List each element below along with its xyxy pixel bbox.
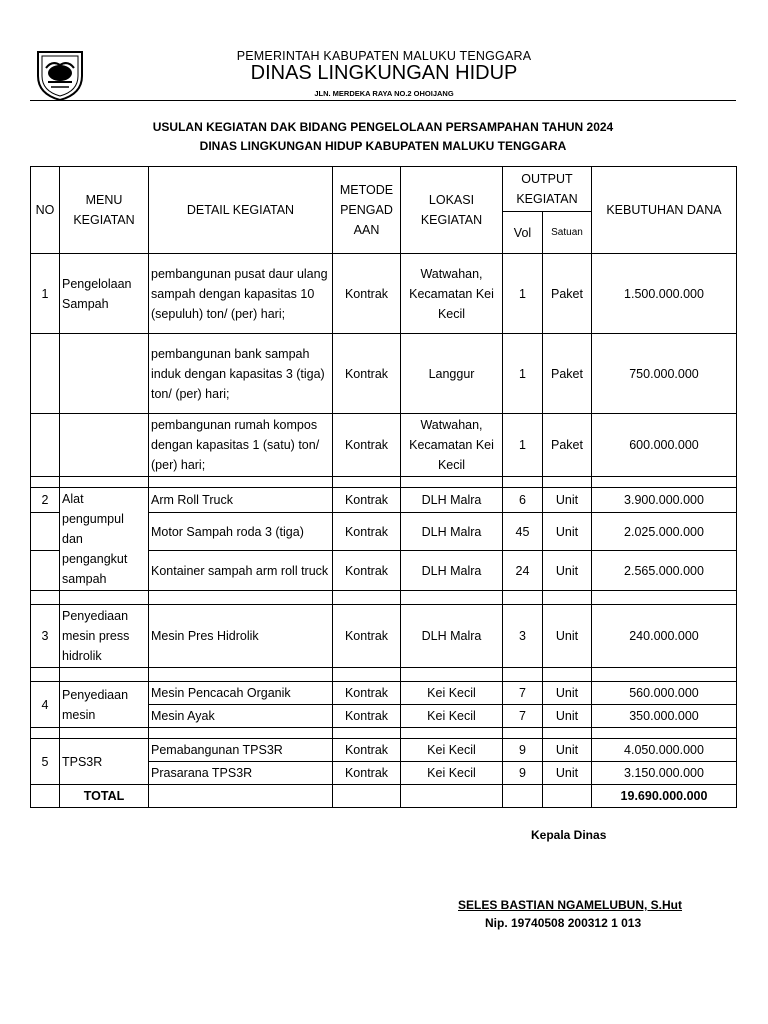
row-metode: Kontrak bbox=[333, 705, 401, 728]
table-row bbox=[31, 605, 737, 668]
row-satuan: Unit bbox=[543, 705, 592, 728]
row-satuan: Unit bbox=[543, 513, 592, 551]
row-satuan: Paket bbox=[543, 414, 592, 477]
row-metode: Kontrak bbox=[333, 488, 401, 513]
row-satuan: Paket bbox=[543, 334, 592, 414]
row-satuan: Unit bbox=[543, 605, 592, 668]
row-menu: Penyediaan mesin bbox=[60, 682, 149, 728]
row-vol: 1 bbox=[503, 414, 543, 477]
row-detail: Mesin Pres Hidrolik bbox=[149, 605, 333, 668]
col-no-header: NO bbox=[31, 167, 60, 254]
row-metode: Kontrak bbox=[333, 551, 401, 591]
row-no: 3 bbox=[31, 605, 60, 668]
row-menu: Penyediaan mesin press hidrolik bbox=[60, 605, 149, 668]
row-metode: Kontrak bbox=[333, 682, 401, 705]
header-government: PEMERINTAH KABUPATEN MALUKU TENGGARA bbox=[236, 49, 532, 63]
row-vol: 9 bbox=[503, 739, 543, 762]
row-detail: pembangunan rumah kompos dengan kapasitas 1 (satu) ton/ (per) hari; bbox=[149, 414, 333, 477]
row-dana: 2.025.000.000 bbox=[592, 513, 737, 551]
row-lokasi: Watwahan, Kecamatan Kei Kecil bbox=[401, 414, 503, 477]
row-vol: 24 bbox=[503, 551, 543, 591]
row-detail: Arm Roll Truck bbox=[149, 488, 333, 513]
row-detail: pembangunan bank sampah induk dengan kapasitas 3 (tiga) ton/ (per) hari; bbox=[149, 334, 333, 414]
row-no: 5 bbox=[31, 739, 60, 785]
row-detail: Mesin Pencacah Organik bbox=[149, 682, 333, 705]
total-row bbox=[31, 785, 737, 808]
table-row bbox=[31, 254, 737, 334]
row-vol: 6 bbox=[503, 488, 543, 513]
header-address: JLN. MERDEKA RAYA NO.2 OHOIJANG bbox=[314, 89, 454, 98]
row-dana: 750.000.000 bbox=[592, 334, 737, 414]
row-metode: Kontrak bbox=[333, 334, 401, 414]
row-dana: 600.000.000 bbox=[592, 414, 737, 477]
row-satuan: Paket bbox=[543, 254, 592, 334]
document-title: USULAN KEGIATAN DAK BIDANG PENGELOLAAN PERSAMPAHAN TAHUN 2024 bbox=[152, 120, 614, 134]
row-vol: 1 bbox=[503, 254, 543, 334]
emblem-logo bbox=[32, 46, 88, 102]
row-detail: Pemabangunan TPS3R bbox=[149, 739, 333, 762]
table-header-row bbox=[31, 167, 737, 212]
row-lokasi: DLH Malra bbox=[401, 488, 503, 513]
activity-table bbox=[30, 166, 737, 808]
signatory-nip: Nip. 19740508 200312 1 013 bbox=[485, 916, 642, 930]
row-detail: Prasarana TPS3R bbox=[149, 762, 333, 785]
signatory-name: SELES BASTIAN NGAMELUBUN, S.Hut bbox=[458, 898, 683, 912]
row-lokasi: Langgur bbox=[401, 334, 503, 414]
row-metode: Kontrak bbox=[333, 739, 401, 762]
col-satuan-header: Satuan bbox=[543, 212, 592, 254]
row-vol: 1 bbox=[503, 334, 543, 414]
row-lokasi: DLH Malra bbox=[401, 513, 503, 551]
row-dana: 3.900.000.000 bbox=[592, 488, 737, 513]
col-dana-header: KEBUTUHAN DANA bbox=[592, 167, 737, 254]
row-satuan: Unit bbox=[543, 762, 592, 785]
row-lokasi: Watwahan, Kecamatan Kei Kecil bbox=[401, 254, 503, 334]
row-vol: 3 bbox=[503, 605, 543, 668]
header-divider bbox=[30, 100, 736, 101]
table-row bbox=[31, 334, 737, 414]
row-metode: Kontrak bbox=[333, 513, 401, 551]
row-lokasi: DLH Malra bbox=[401, 551, 503, 591]
row-satuan: Unit bbox=[543, 682, 592, 705]
row-no: 2 bbox=[31, 488, 60, 513]
col-output-header: OUTPUT KEGIATAN bbox=[503, 167, 592, 212]
row-dana: 4.050.000.000 bbox=[592, 739, 737, 762]
row-satuan: Unit bbox=[543, 488, 592, 513]
row-satuan: Unit bbox=[543, 551, 592, 591]
row-detail: Kontainer sampah arm roll truck bbox=[149, 551, 333, 591]
table-row bbox=[31, 488, 737, 513]
row-dana: 240.000.000 bbox=[592, 605, 737, 668]
row-no: 1 bbox=[31, 254, 60, 334]
row-lokasi: Kei Kecil bbox=[401, 682, 503, 705]
row-dana: 2.565.000.000 bbox=[592, 551, 737, 591]
row-no: 4 bbox=[31, 682, 60, 728]
row-dana: 3.150.000.000 bbox=[592, 762, 737, 785]
table-row bbox=[31, 414, 737, 477]
row-vol: 9 bbox=[503, 762, 543, 785]
row-metode: Kontrak bbox=[333, 254, 401, 334]
row-vol: 45 bbox=[503, 513, 543, 551]
col-metode-header: METODE PENGAD AAN bbox=[333, 167, 401, 254]
row-metode: Kontrak bbox=[333, 414, 401, 477]
row-detail: Motor Sampah roda 3 (tiga) bbox=[149, 513, 333, 551]
row-lokasi: Kei Kecil bbox=[401, 762, 503, 785]
col-detail-header: DETAIL KEGIATAN bbox=[149, 167, 333, 254]
row-lokasi: DLH Malra bbox=[401, 605, 503, 668]
row-detail: Mesin Ayak bbox=[149, 705, 333, 728]
col-lokasi-header: LOKASI KEGIATAN bbox=[401, 167, 503, 254]
row-menu: TPS3R bbox=[60, 739, 149, 785]
col-menu-header: MENU KEGIATAN bbox=[60, 167, 149, 254]
row-dana: 1.500.000.000 bbox=[592, 254, 737, 334]
row-menu: Pengelolaan Sampah bbox=[60, 254, 149, 334]
row-metode: Kontrak bbox=[333, 762, 401, 785]
row-vol: 7 bbox=[503, 705, 543, 728]
total-label: TOTAL bbox=[60, 785, 149, 808]
row-dana: 350.000.000 bbox=[592, 705, 737, 728]
total-value: 19.690.000.000 bbox=[592, 785, 737, 808]
header-agency: DINAS LINGKUNGAN HIDUP bbox=[250, 62, 518, 84]
row-detail: pembangunan pusat daur ulang sampah dengan kapasitas 10 (sepuluh) ton/ (per) hari; bbox=[149, 254, 333, 334]
row-menu: Alat pengumpul dan pengangkut sampah bbox=[60, 488, 149, 591]
row-vol: 7 bbox=[503, 682, 543, 705]
row-satuan: Unit bbox=[543, 739, 592, 762]
row-dana: 560.000.000 bbox=[592, 682, 737, 705]
row-lokasi: Kei Kecil bbox=[401, 705, 503, 728]
col-vol-header: Vol bbox=[503, 212, 543, 254]
row-metode: Kontrak bbox=[333, 605, 401, 668]
table-row bbox=[31, 682, 737, 705]
row-lokasi: Kei Kecil bbox=[401, 739, 503, 762]
signatory-role: Kepala Dinas bbox=[531, 828, 607, 842]
table-row bbox=[31, 739, 737, 762]
document-subtitle: DINAS LINGKUNGAN HIDUP KABUPATEN MALUKU TENGGARA bbox=[199, 139, 567, 153]
